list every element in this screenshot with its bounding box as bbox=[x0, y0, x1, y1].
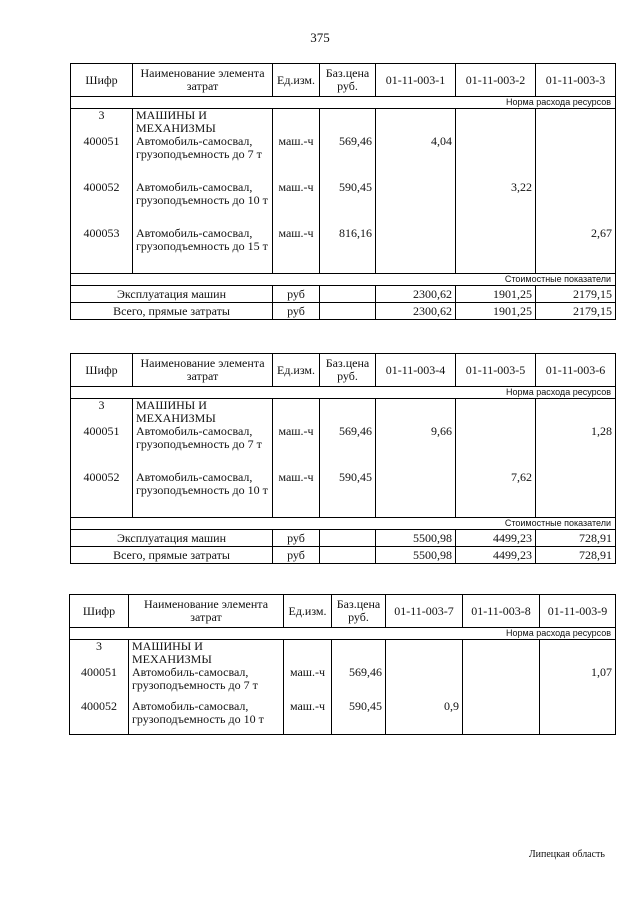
row-value-3 bbox=[536, 181, 616, 227]
total-value-1: 2300,62 bbox=[376, 285, 456, 302]
section-name: МАШИНЫ И МЕХАНИЗМЫ bbox=[133, 109, 273, 136]
total-row bbox=[71, 285, 616, 302]
total-value-3: 2179,15 bbox=[536, 285, 616, 302]
table-header-row bbox=[70, 595, 616, 628]
row-name: Автомобиль-самосвал, грузоподъемность до 10 т bbox=[129, 700, 284, 734]
col-header-price: Баз.цена руб. bbox=[332, 595, 386, 628]
section-name: МАШИНЫ И МЕХАНИЗМЫ bbox=[129, 640, 284, 667]
row-value-3 bbox=[536, 135, 616, 181]
total-unit: руб bbox=[273, 546, 320, 563]
norm-note-row bbox=[70, 628, 616, 640]
norm-table-1 bbox=[70, 63, 616, 320]
total-unit: руб bbox=[273, 529, 320, 546]
total-value-2: 4499,23 bbox=[456, 529, 536, 546]
row-unit: маш.-ч bbox=[273, 471, 320, 517]
table-row bbox=[71, 181, 616, 227]
norm-note: Норма расхода ресурсов bbox=[71, 387, 616, 399]
col-header-code-3: 01-11-003-3 bbox=[536, 64, 616, 97]
col-header-code-1: 01-11-003-7 bbox=[386, 595, 463, 628]
row-price: 590,45 bbox=[320, 471, 376, 517]
total-value-3: 728,91 bbox=[536, 529, 616, 546]
total-value-1: 5500,98 bbox=[376, 546, 456, 563]
table-row bbox=[71, 227, 616, 273]
row-price: 569,46 bbox=[320, 135, 376, 181]
row-code: 400053 bbox=[71, 227, 133, 273]
col-header-code-2: 01-11-003-8 bbox=[463, 595, 540, 628]
table-row bbox=[70, 700, 616, 734]
table-row bbox=[71, 471, 616, 517]
row-value-2 bbox=[456, 425, 536, 471]
col-header-code-2: 01-11-003-5 bbox=[456, 354, 536, 387]
row-code: 400052 bbox=[71, 471, 133, 517]
section-code: 3 bbox=[70, 640, 129, 667]
total-row bbox=[71, 546, 616, 563]
col-header-unit: Ед.изм. bbox=[284, 595, 332, 628]
row-value-1: 9,66 bbox=[376, 425, 456, 471]
total-value-3: 728,91 bbox=[536, 546, 616, 563]
row-value-2 bbox=[463, 700, 540, 734]
row-name: Автомобиль-самосвал, грузоподъемность до 15 т bbox=[133, 227, 273, 273]
row-value-2: 3,22 bbox=[456, 181, 536, 227]
norm-table-2 bbox=[70, 353, 616, 564]
col-header-unit: Ед.изм. bbox=[273, 354, 320, 387]
row-value-3 bbox=[540, 700, 616, 734]
col-header-name: Наименование элемента затрат bbox=[133, 64, 273, 97]
col-header-code-3: 01-11-003-9 bbox=[540, 595, 616, 628]
row-unit: маш.-ч bbox=[273, 135, 320, 181]
section-row bbox=[71, 399, 616, 426]
row-value-1 bbox=[386, 666, 463, 700]
row-value-1 bbox=[376, 227, 456, 273]
row-value-1 bbox=[376, 181, 456, 227]
row-value-2 bbox=[456, 227, 536, 273]
col-header-price: Баз.цена руб. bbox=[320, 64, 376, 97]
section-code: 3 bbox=[71, 109, 133, 136]
row-value-3 bbox=[536, 471, 616, 517]
total-label: Эксплуатация машин bbox=[71, 285, 273, 302]
row-name: Автомобиль-самосвал, грузоподъемность до 10 т bbox=[133, 181, 273, 227]
row-code: 400051 bbox=[71, 135, 133, 181]
row-value-3: 1,28 bbox=[536, 425, 616, 471]
section-name: МАШИНЫ И МЕХАНИЗМЫ bbox=[133, 399, 273, 426]
section-row bbox=[71, 109, 616, 136]
row-name: Автомобиль-самосвал, грузоподъемность до 7 т bbox=[129, 666, 284, 700]
row-code: 400051 bbox=[70, 666, 129, 700]
norm-note: Норма расхода ресурсов bbox=[71, 97, 616, 109]
total-unit: руб bbox=[273, 285, 320, 302]
total-row bbox=[71, 529, 616, 546]
region-footer: Липецкая область bbox=[528, 849, 605, 860]
cost-note: Стоимостные показатели bbox=[71, 517, 616, 529]
col-header-code-1: 01-11-003-1 bbox=[376, 64, 456, 97]
total-label: Всего, прямые затраты bbox=[71, 546, 273, 563]
cost-note-row bbox=[71, 273, 616, 285]
col-header-code: Шифр bbox=[70, 595, 129, 628]
col-header-code-3: 01-11-003-6 bbox=[536, 354, 616, 387]
row-name: Автомобиль-самосвал, грузоподъемность до 7 т bbox=[133, 425, 273, 471]
norm-note-row bbox=[71, 387, 616, 399]
row-value-3: 1,07 bbox=[540, 666, 616, 700]
col-header-unit: Ед.изм. bbox=[273, 64, 320, 97]
row-unit: маш.-ч bbox=[273, 425, 320, 471]
row-price: 816,16 bbox=[320, 227, 376, 273]
total-value-2: 4499,23 bbox=[456, 546, 536, 563]
row-code: 400051 bbox=[71, 425, 133, 471]
col-header-code: Шифр bbox=[71, 354, 133, 387]
total-label: Эксплуатация машин bbox=[71, 529, 273, 546]
table-header-row bbox=[71, 64, 616, 97]
col-header-name: Наименование элемента затрат bbox=[133, 354, 273, 387]
row-value-2 bbox=[463, 666, 540, 700]
total-value-1: 5500,98 bbox=[376, 529, 456, 546]
row-code: 400052 bbox=[70, 700, 129, 734]
norm-note-row bbox=[71, 97, 616, 109]
table-header-row bbox=[71, 354, 616, 387]
total-value-2: 1901,25 bbox=[456, 285, 536, 302]
row-unit: маш.-ч bbox=[284, 666, 332, 700]
section-code: 3 bbox=[71, 399, 133, 426]
total-label: Всего, прямые затраты bbox=[71, 302, 273, 319]
cost-note-row bbox=[71, 517, 616, 529]
col-header-name: Наименование элемента затрат bbox=[129, 595, 284, 628]
row-unit: маш.-ч bbox=[273, 227, 320, 273]
row-price: 590,45 bbox=[332, 700, 386, 734]
page-number: 375 bbox=[310, 30, 330, 45]
row-value-2 bbox=[456, 135, 536, 181]
row-value-1 bbox=[376, 471, 456, 517]
norm-table-3 bbox=[69, 594, 616, 735]
total-unit: руб bbox=[273, 302, 320, 319]
row-price: 569,46 bbox=[320, 425, 376, 471]
row-name: Автомобиль-самосвал, грузоподъемность до 10 т bbox=[133, 471, 273, 517]
row-price: 569,46 bbox=[332, 666, 386, 700]
col-header-code: Шифр bbox=[71, 64, 133, 97]
section-row bbox=[70, 640, 616, 667]
row-price: 590,45 bbox=[320, 181, 376, 227]
table-row bbox=[71, 135, 616, 181]
col-header-price: Баз.цена руб. bbox=[320, 354, 376, 387]
table-row bbox=[71, 425, 616, 471]
total-value-1: 2300,62 bbox=[376, 302, 456, 319]
row-code: 400052 bbox=[71, 181, 133, 227]
col-header-code-2: 01-11-003-2 bbox=[456, 64, 536, 97]
row-value-1: 4,04 bbox=[376, 135, 456, 181]
row-value-1: 0,9 bbox=[386, 700, 463, 734]
total-value-2: 1901,25 bbox=[456, 302, 536, 319]
row-unit: маш.-ч bbox=[284, 700, 332, 734]
norm-note: Норма расхода ресурсов bbox=[70, 628, 616, 640]
row-unit: маш.-ч bbox=[273, 181, 320, 227]
total-row bbox=[71, 302, 616, 319]
cost-note: Стоимостные показатели bbox=[71, 273, 616, 285]
row-name: Автомобиль-самосвал, грузоподъемность до 7 т bbox=[133, 135, 273, 181]
total-value-3: 2179,15 bbox=[536, 302, 616, 319]
table-row bbox=[70, 666, 616, 700]
row-value-2: 7,62 bbox=[456, 471, 536, 517]
row-value-3: 2,67 bbox=[536, 227, 616, 273]
col-header-code-1: 01-11-003-4 bbox=[376, 354, 456, 387]
